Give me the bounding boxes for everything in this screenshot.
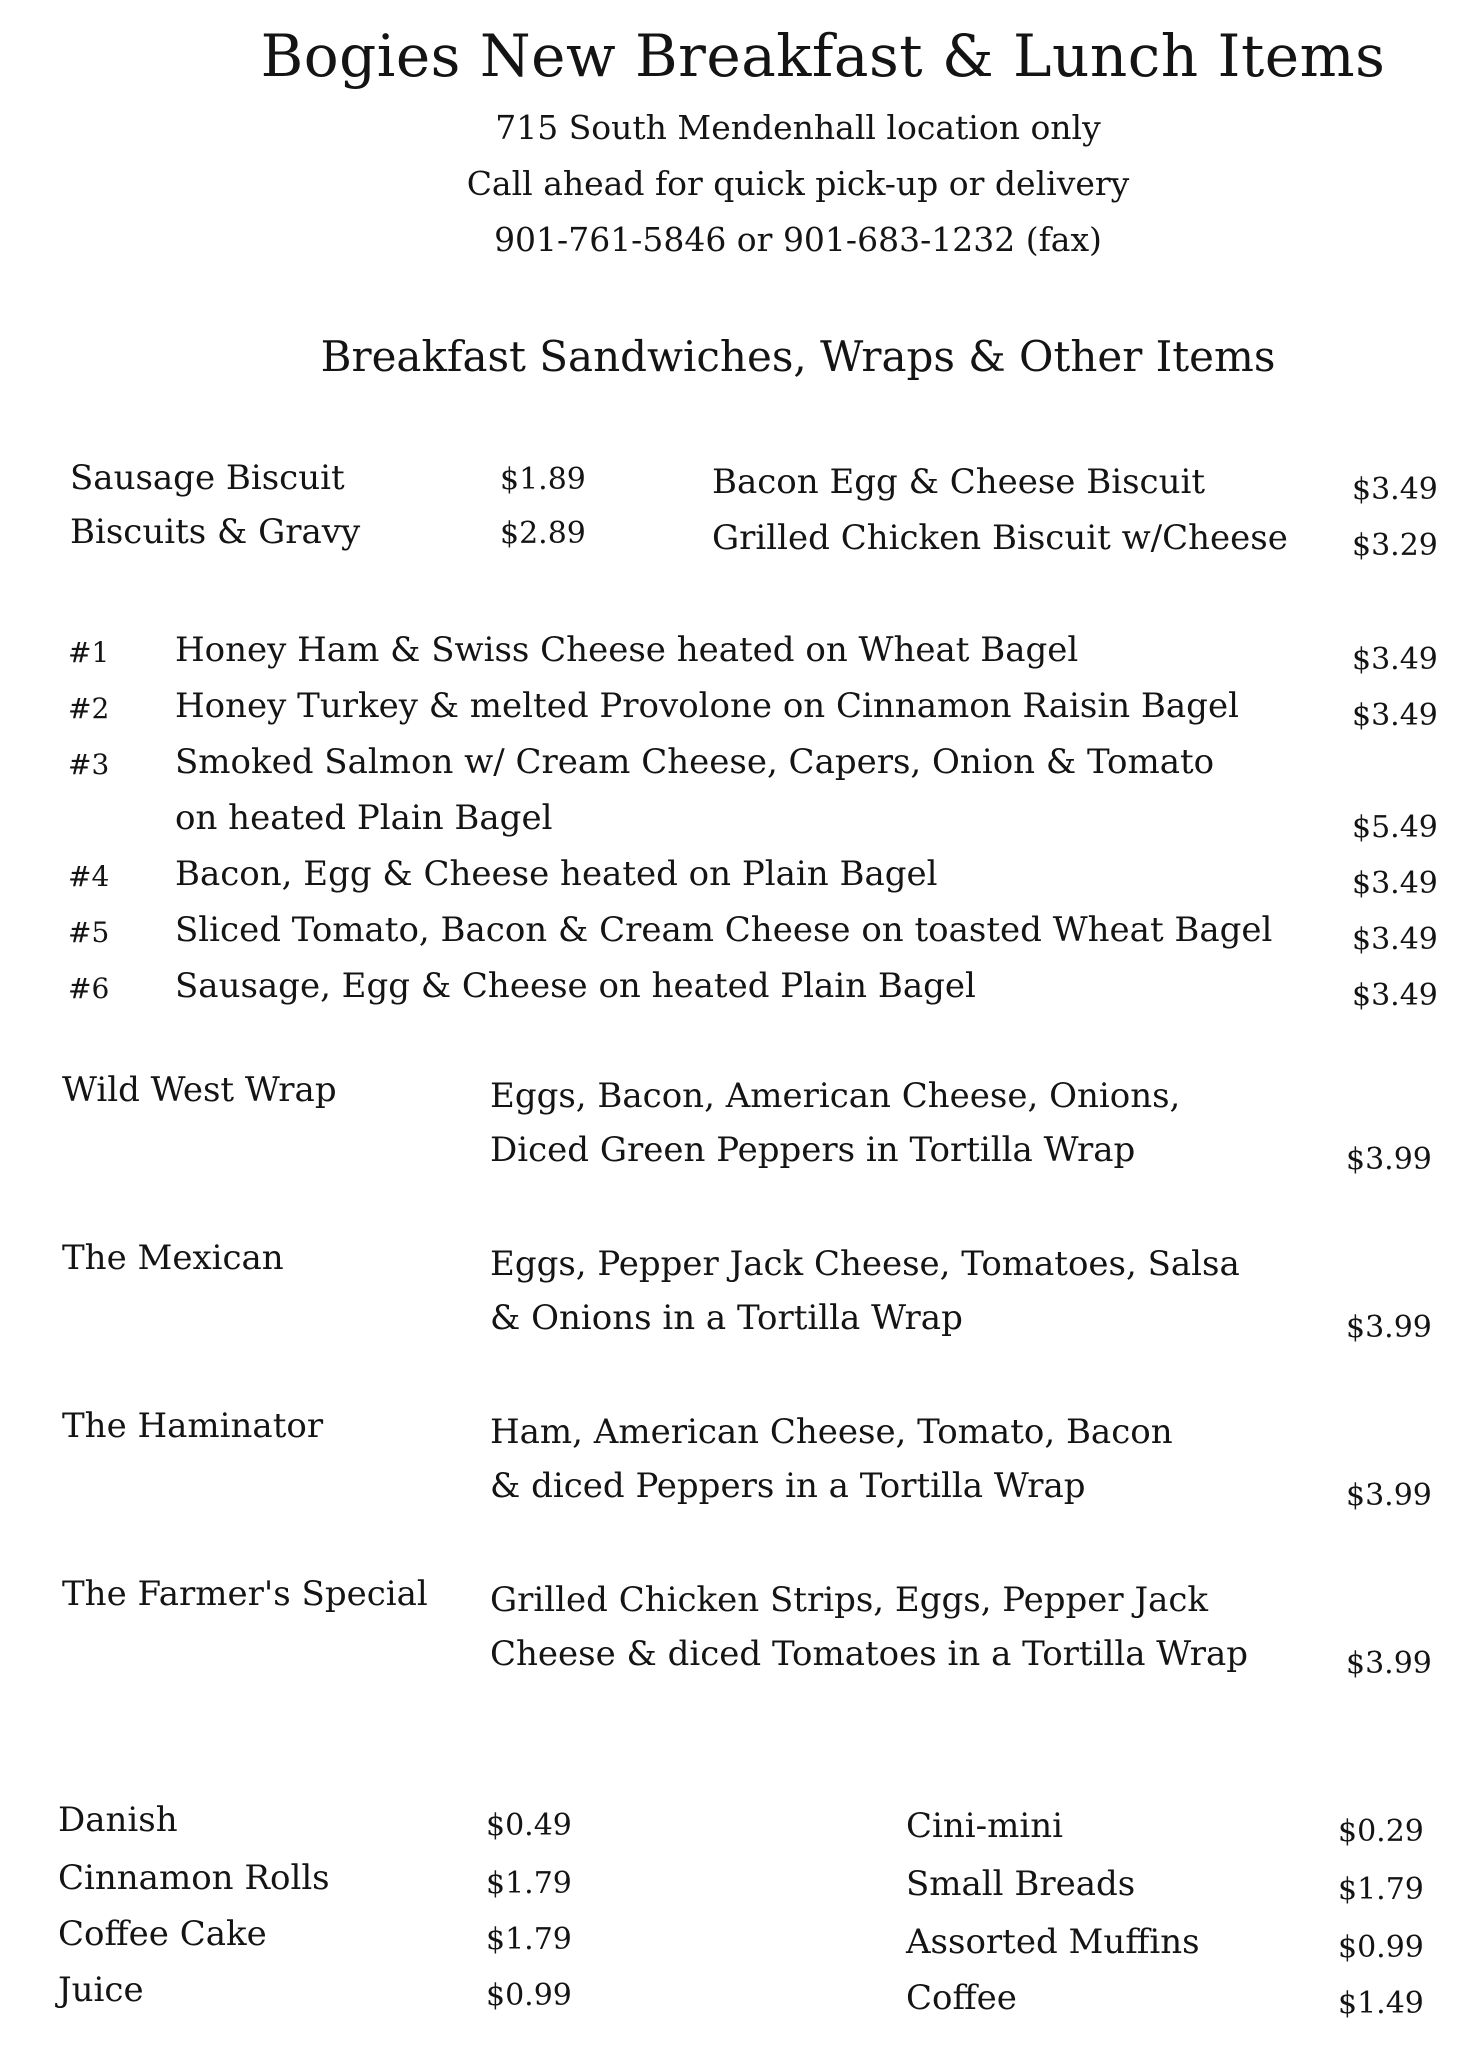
wrap-name: The Farmer's Special bbox=[62, 1574, 428, 1614]
bagel-description: Bacon, Egg & Cheese heated on Plain Bagel bbox=[175, 854, 938, 894]
menu-item-name: Bacon Egg & Cheese Biscuit bbox=[712, 462, 1206, 502]
bagel-price: $3.49 bbox=[1352, 922, 1438, 957]
menu-item-name: Sausage Biscuit bbox=[70, 458, 345, 498]
bagel-number: #2 bbox=[68, 692, 110, 725]
menu-item-price: $0.99 bbox=[486, 1978, 572, 2013]
bagel-description-cont: on heated Plain Bagel bbox=[175, 798, 553, 838]
wrap-description-cont: & Onions in a Tortilla Wrap bbox=[490, 1298, 963, 1338]
menu-item-name: Coffee Cake bbox=[58, 1914, 267, 1954]
wrap-description: Ham, American Cheese, Tomato, Bacon bbox=[490, 1412, 1173, 1452]
menu-item-name: Danish bbox=[58, 1800, 178, 1840]
bagel-number: #3 bbox=[68, 748, 110, 781]
menu-item-name: Coffee bbox=[906, 1978, 1017, 2018]
menu-item-price: $3.29 bbox=[1352, 528, 1438, 563]
bagel-price: $3.49 bbox=[1352, 642, 1438, 677]
wrap-name: The Haminator bbox=[62, 1406, 324, 1446]
bagel-description: Sausage, Egg & Cheese on heated Plain Bagel bbox=[175, 966, 976, 1006]
menu-item-price: $0.99 bbox=[1338, 1930, 1424, 1965]
menu-item-price: $3.49 bbox=[1352, 472, 1438, 507]
bagel-number: #4 bbox=[68, 860, 110, 893]
menu-item-name: Cini-mini bbox=[906, 1806, 1064, 1846]
bagel-number: #6 bbox=[68, 972, 110, 1005]
wrap-description: Grilled Chicken Strips, Eggs, Pepper Jack bbox=[490, 1580, 1209, 1620]
bagel-price: $3.49 bbox=[1352, 978, 1438, 1013]
bagel-number: #1 bbox=[68, 636, 110, 669]
menu-item-price: $0.49 bbox=[486, 1808, 572, 1843]
bagel-price: $3.49 bbox=[1352, 866, 1438, 901]
wrap-price: $3.99 bbox=[1346, 1478, 1432, 1513]
bagel-description: Smoked Salmon w/ Cream Cheese, Capers, Onion & Tomato bbox=[175, 742, 1215, 782]
bagel-description: Sliced Tomato, Bacon & Cream Cheese on toasted Wheat Bagel bbox=[175, 910, 1273, 950]
bagel-price: $3.49 bbox=[1352, 698, 1438, 733]
wrap-description-cont: & diced Peppers in a Tortilla Wrap bbox=[490, 1466, 1086, 1506]
bagel-description: Honey Turkey & melted Provolone on Cinnamon Raisin Bagel bbox=[175, 686, 1239, 726]
menu-title: Bogies New Breakfast & Lunch Items bbox=[260, 22, 1386, 90]
menu-item-price: $1.49 bbox=[1338, 1986, 1424, 2021]
call-ahead-note: Call ahead for quick pick-up or delivery bbox=[466, 164, 1130, 203]
phone-numbers: 901-761-5846 or 901-683-1232 (fax) bbox=[494, 220, 1102, 259]
menu-item-price: $1.79 bbox=[486, 1922, 572, 1957]
bagel-number: #5 bbox=[68, 916, 110, 949]
wrap-price: $3.99 bbox=[1346, 1310, 1432, 1345]
wrap-description: Eggs, Pepper Jack Cheese, Tomatoes, Salsa bbox=[490, 1244, 1240, 1284]
location-note: 715 South Mendenhall location only bbox=[495, 108, 1101, 147]
wrap-description-cont: Cheese & diced Tomatoes in a Tortilla Wrap bbox=[490, 1634, 1248, 1674]
menu-item-price: $1.79 bbox=[486, 1866, 572, 1901]
menu-item-price: $2.89 bbox=[500, 516, 586, 551]
bagel-description: Honey Ham & Swiss Cheese heated on Wheat Bagel bbox=[175, 630, 1079, 670]
menu-item-price: $1.79 bbox=[1338, 1872, 1424, 1907]
menu-item-price: $1.89 bbox=[500, 462, 586, 497]
wrap-description: Eggs, Bacon, American Cheese, Onions, bbox=[490, 1076, 1181, 1116]
section-title: Breakfast Sandwiches, Wraps & Other Items bbox=[320, 332, 1276, 381]
menu-item-name: Assorted Muffins bbox=[906, 1922, 1200, 1962]
wrap-name: The Mexican bbox=[62, 1238, 284, 1278]
menu-item-name: Cinnamon Rolls bbox=[58, 1858, 330, 1898]
wrap-price: $3.99 bbox=[1346, 1142, 1432, 1177]
menu-item-price: $0.29 bbox=[1338, 1814, 1424, 1849]
bagel-price: $5.49 bbox=[1352, 810, 1438, 845]
menu-item-name: Small Breads bbox=[906, 1864, 1136, 1904]
menu-item-name: Biscuits & Gravy bbox=[70, 512, 361, 552]
menu-item-name: Juice bbox=[58, 1970, 144, 2010]
wrap-name: Wild West Wrap bbox=[62, 1070, 337, 1110]
wrap-description-cont: Diced Green Peppers in Tortilla Wrap bbox=[490, 1130, 1136, 1170]
wrap-price: $3.99 bbox=[1346, 1646, 1432, 1681]
menu-item-name: Grilled Chicken Biscuit w/Cheese bbox=[712, 518, 1288, 558]
